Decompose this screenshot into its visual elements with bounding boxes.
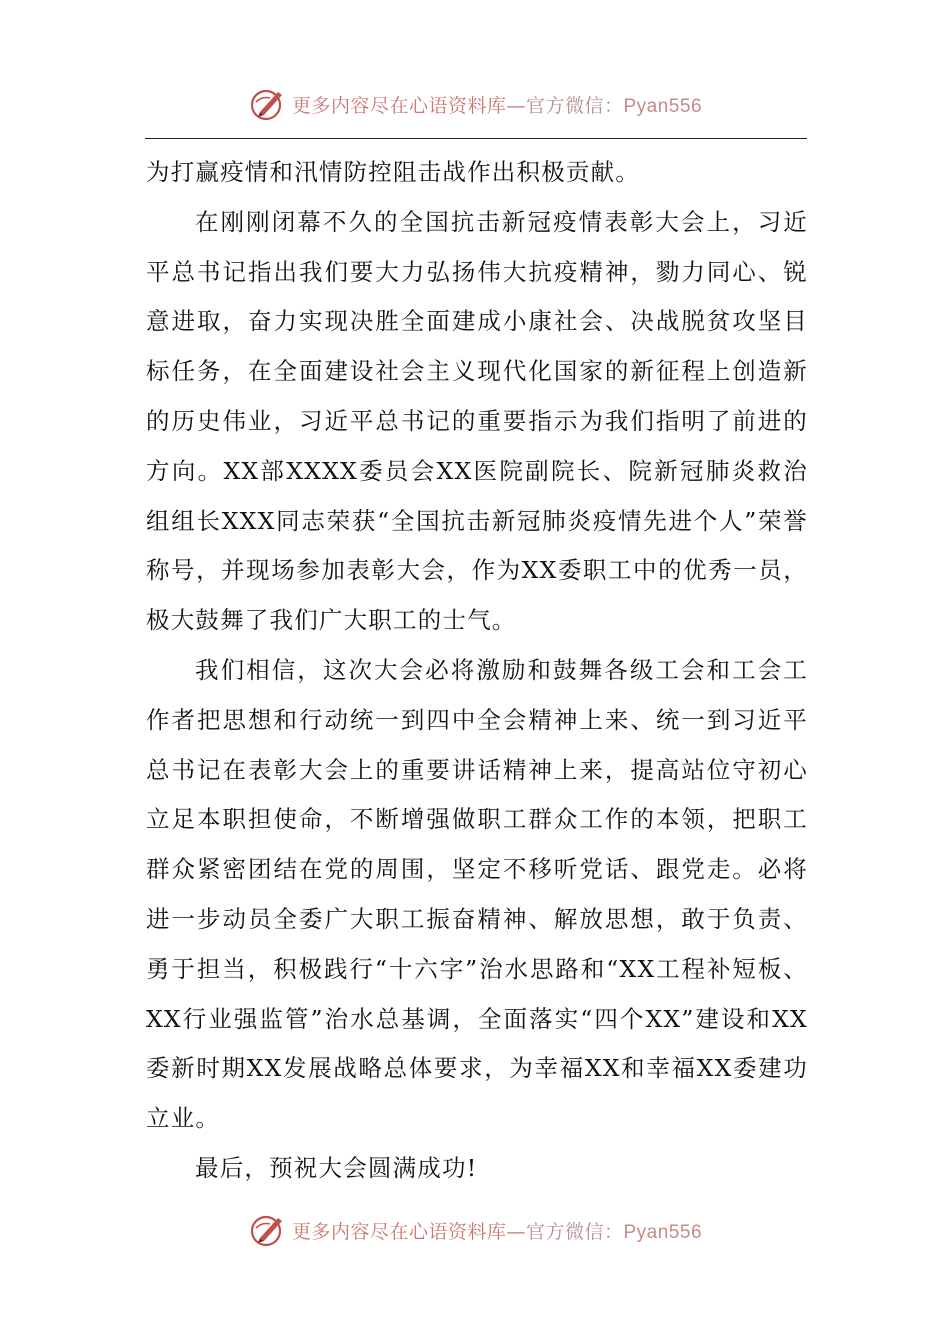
paragraph-4: 最后，预祝大会圆满成功! bbox=[195, 1153, 478, 1182]
footer-banner-text bbox=[292, 1217, 702, 1244]
header-banner bbox=[0, 82, 950, 126]
paragraph-2: 在刚刚闭幕不久的全国抗击新冠疫情表彰大会上，习近平总书记指出我们要大力弘扬伟大抗疫精神，勠力同心、锐意进取，奋力实现决胜全面建成小康社会、决战脱贫攻坚目标任务，在全面建设社会主义现代化国家的新征程上创造新的历史伟业，习近平总书记的重要指示为我们指明了前进的方向。XX部XXXX委员会XX医院副院长、院新冠肺炎救治组组长XXX同志荣获“全国抗击新冠肺炎疫情先进个人”荣誉称号，并现场参加表彰大会，作为XX委职工中的优秀一员，极大鼓舞了我们广大职工的士气。 bbox=[146, 207, 808, 635]
banner-dash: — bbox=[506, 94, 526, 117]
paragraph-1: 为打赢疫情和汛情防控阻击战作出积极贡献。 bbox=[146, 158, 640, 186]
footer-banner bbox=[0, 1208, 950, 1252]
banner-wechat-id: Pyan556 bbox=[623, 1221, 703, 1243]
header-divider bbox=[145, 138, 807, 139]
paragraph-3: 我们相信，这次大会必将激励和鼓舞各级工会和工会工作者把思想和行动统一到四中全会精神上来、统一到习近平总书记在表彰大会上的重要讲话精神上来，提高站位守初心立足本职担使命，不断增强做职工群众工作的本领，把职工群众紧密团结在党的周围，坚定不移听党话、跟党走。必将进一步动员全委广大职工振奋精神、解放思想，敢于负责、勇于担当，积极践行“十六字”治水思路和“XX工程补短板、XX行业强监管”治水总基调，全面落实“四个XX”建设和XX委新时期XX发展战略总体要求，为幸福XX和幸福XX委建功立业。 bbox=[146, 655, 808, 1133]
pen-logo-icon bbox=[248, 84, 288, 124]
banner-dash: — bbox=[506, 1220, 526, 1243]
banner-main-text: 更多内容尽在心语资料库 bbox=[291, 1220, 507, 1243]
banner-wechat-label: 官方微信： bbox=[525, 1220, 624, 1243]
banner-wechat-id: Pyan556 bbox=[623, 95, 703, 117]
pen-logo-icon bbox=[248, 1210, 288, 1250]
banner-main-text: 更多内容尽在心语资料库 bbox=[291, 94, 507, 117]
banner-wechat-label: 官方微信： bbox=[525, 94, 624, 117]
header-banner-text bbox=[292, 91, 702, 118]
document-body bbox=[146, 148, 808, 1194]
